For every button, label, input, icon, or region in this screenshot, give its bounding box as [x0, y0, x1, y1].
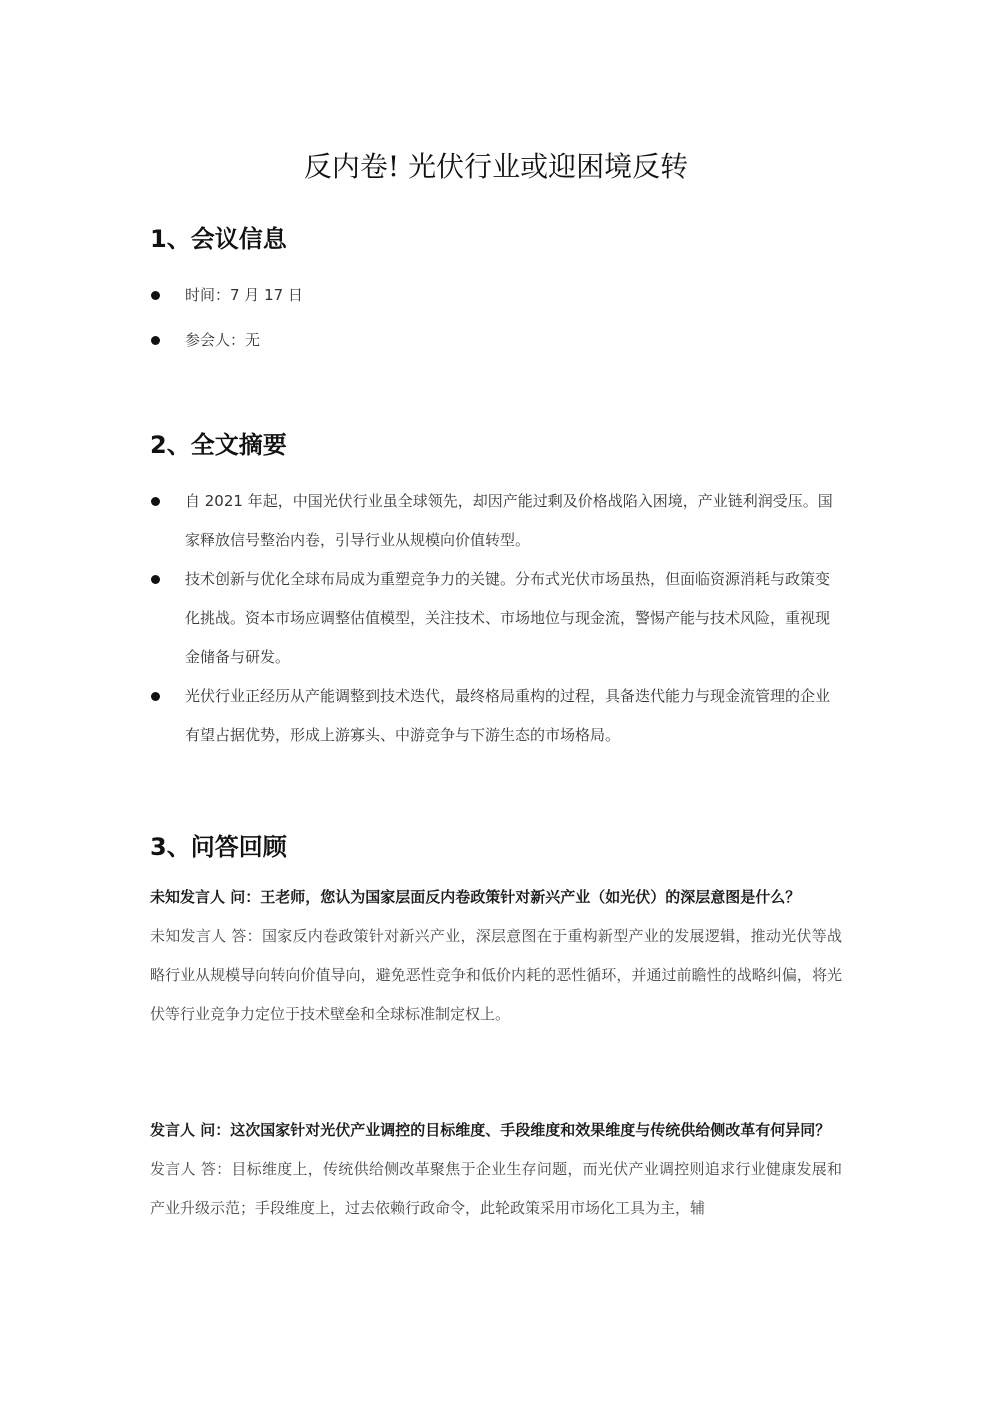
meeting-attendees: 参会人：无 — [185, 331, 261, 349]
summary-text: 光伏行业正经历从产能调整到技术迭代，最终格局重构的过程，具备迭代能力与现金流管理的企业有望占据优势，形成上游寡头、中游竞争与下游生态的市场格局。 — [185, 687, 831, 744]
qa-question: 未知发言人 问：王老师，您认为国家层面反内卷政策针对新兴产业（如光伏）的深层意图是什么？ — [150, 888, 801, 906]
meeting-time: 时间：7 月 17 日 — [185, 286, 303, 304]
section-heading-qa: 3、问答回顾 — [150, 833, 287, 861]
summary-text: 自 2021 年起，中国光伏行业虽全球领先，却因产能过剩及价格战陷入困境，产业链利润受压。国家释放信号整治内卷，引导行业从规模向价值转型。 — [185, 492, 833, 549]
bullet-icon — [151, 575, 160, 584]
list-item — [150, 482, 842, 560]
bullet-icon — [151, 497, 160, 506]
qa-question: 发言人 问：这次国家针对光伏产业调控的目标维度、手段维度和效果维度与传统供给侧改革有何异同？ — [150, 1121, 831, 1139]
meeting-info-list — [150, 276, 842, 366]
list-item — [150, 321, 842, 360]
summary-list — [150, 482, 842, 755]
summary-text: 技术创新与优化全球布局成为重塑竞争力的关键。分布式光伏市场虽热，但面临资源消耗与政策变化挑战。资本市场应调整估值模型，关注技术、市场地位与现金流，警惕产能与技术风险，重视现金储备与研发。 — [185, 570, 831, 666]
section-heading-summary: 2、全文摘要 — [150, 431, 287, 459]
qa-answer: 未知发言人 答：国家反内卷政策针对新兴产业，深层意图在于重构新型产业的发展逻辑，推动光伏等战略行业从规模导向转向价值导向，避免恶性竞争和低价内耗的恶性循环，并通过前瞻性的战略纠偏，将光伏等行业竞争力定位于技术壁垒和全球标准制定权上。 — [150, 927, 842, 1023]
section-heading-meeting-info: 1、会议信息 — [150, 225, 287, 253]
bullet-icon — [151, 692, 160, 701]
qa-item — [150, 1111, 842, 1228]
list-item — [150, 677, 842, 755]
bullet-icon — [151, 336, 160, 345]
list-item — [150, 560, 842, 677]
qa-answer: 发言人 答：目标维度上，传统供给侧改革聚焦于企业生存问题，而光伏产业调控则追求行业健康发展和产业升级示范；手段维度上，过去依赖行政命令，此轮政策采用市场化工具为主，辅 — [150, 1160, 842, 1217]
document-title: 反内卷! 光伏行业或迎困境反转 — [303, 150, 689, 183]
qa-item — [150, 878, 842, 1034]
bullet-icon — [151, 291, 160, 300]
list-item — [150, 276, 842, 315]
